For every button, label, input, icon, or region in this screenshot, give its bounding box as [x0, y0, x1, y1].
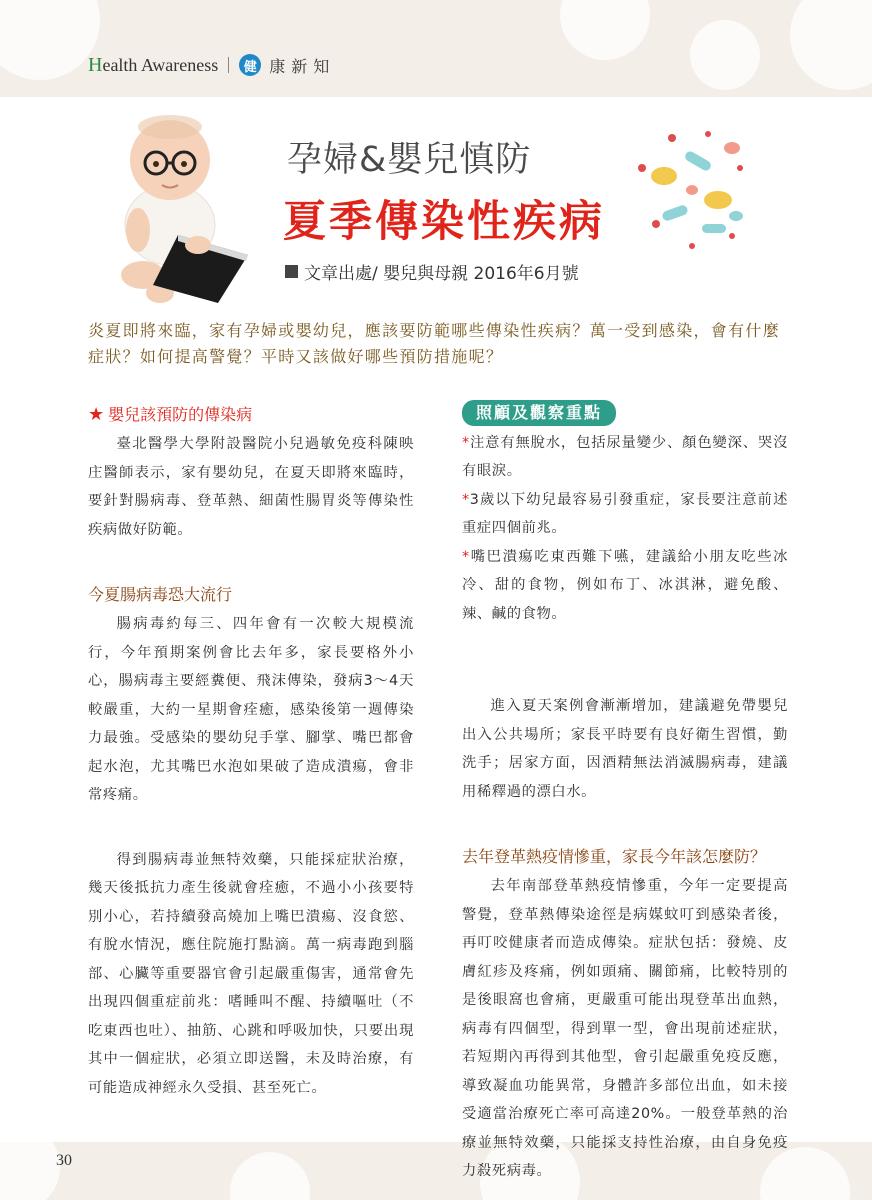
title-line-2: 夏季傳染性疾病 [283, 197, 605, 247]
article-source [285, 259, 579, 284]
page-number: 30 [56, 1152, 72, 1169]
left-column [88, 400, 414, 1102]
section-heading-infectious-diseases: ★ 嬰兒該預防的傳染病 [88, 400, 414, 430]
list-item: *嘴巴潰瘍吃東西難下嚥，建議給小朋友吃些冰冷、甜的食物，例如布丁、冰淇淋，避免酸、辣、鹹的食物。 [462, 548, 788, 622]
intro-paragraph: 炎夏即將來臨，家有孕婦或嬰幼兒，應該要防範哪些傳染性疾病？萬一受到感染，會有什麼症狀？如何提高警覺？平時又該做好哪些預防措施呢？ [88, 321, 781, 366]
paragraph: 得到腸病毒並無特效藥，只能採症狀治療，幾天後抵抗力產生後就會痊癒，不過小小孩要特別小心，若持續發高燒加上嘴巴潰瘍、沒食慾、有脫水情況，應住院施打點滴。萬一病毒跑到腦部、心臟等重要器官會引起嚴重傷害，通常會先出現四個重症前兆：嗜睡叫不醒、持續嘔吐（不吃東西也吐）、抽筋、心跳和呼吸加快，只要出現其中一個症狀，必須立即送醫，未及時治療，有可能造成神經永久受損、甚至死亡。 [88, 851, 414, 1096]
divider [228, 57, 229, 73]
running-head-title: Health Awareness [88, 53, 219, 76]
section-heading-enterovirus: 今夏腸病毒恐大流行 [88, 584, 233, 604]
title-line-1: 孕婦&嬰兒慎防 [287, 140, 532, 180]
square-bullet-icon [285, 265, 298, 278]
paragraph: 去年南部登革熱疫情慘重，今年一定要提高警覺，登革熱傳染途徑是病媒蚊叮到感染者後，再叮咬健康者而造成傳染。症狀包括：發燒、皮膚紅疹及疼痛，例如頭痛、關節痛，比較特別的是後眼窩也會痛，更嚴重可能出現登革出血熱，病毒有四個型，得到單一型，會出現前述症狀，若短期內再得到其他型，會引起嚴重免疫反應，導致凝血功能異常，身體許多部位出血，如未接受適當治療死亡率可高達20%。一般登革熱的治療並無特效藥，只能採支持性治療，由自身免疫力殺死病毒。 [462, 878, 788, 1179]
section-label: 康新知 [269, 56, 336, 76]
section-badge: 健 [239, 54, 261, 76]
star-icon: ★ [88, 403, 105, 425]
list-item: *3歲以下幼兒最容易引發重症，家長要注意前述重症四個前兆。 [462, 491, 788, 536]
list-item: *注意有無脫水，包括尿量變少、顏色變深、哭沒有眼淚。 [462, 434, 788, 479]
source-text: 文章出處/ 嬰兒與母親 2016年6月號 [304, 264, 579, 284]
header-band [0, 0, 872, 97]
baby-with-glasses-illustration [98, 105, 258, 305]
right-column [462, 400, 788, 1186]
running-head [88, 52, 335, 78]
paragraph: 臺北醫學大學附設醫院小兒過敏免疫科陳映庄醫師表示，家有嬰幼兒，在夏天即將來臨時，要針對腸病毒、登革熱、細菌性腸胃炎等傳染性疾病做好防範。 [88, 436, 414, 538]
section-heading-dengue: 去年登革熱疫情慘重，家長今年該怎麼防？ [462, 846, 767, 866]
paragraph: 腸病毒約每三、四年會有一次較大規模流行，今年預期案例會比去年多，家長要格外小心，腸病毒主要經糞便、飛沫傳染，發病3～4天較嚴重，大約一星期會痊癒，感染後第一週傳染力最強。受感染的嬰幼兒手掌、腳掌、嘴巴都會起水泡，尤其嘴巴水泡如果破了造成潰瘍，會非常疼痛。 [88, 616, 414, 803]
germs-illustration [632, 128, 756, 254]
care-tips-label: 照顧及觀察重點 [462, 400, 616, 426]
paragraph: 進入夏天案例會漸漸增加，建議避免帶嬰兒出入公共場所；家長平時要有良好衛生習慣，勤洗手；居家方面，因酒精無法消滅腸病毒，建議用稀釋過的漂白水。 [462, 698, 788, 800]
